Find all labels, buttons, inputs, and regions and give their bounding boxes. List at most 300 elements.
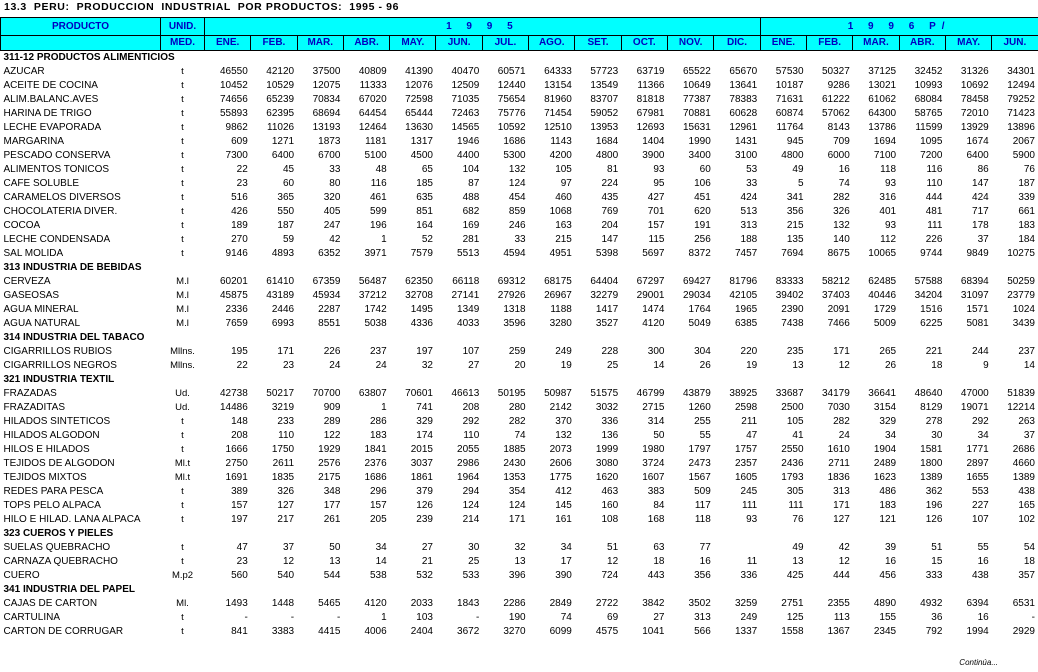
value-cell: 8675 bbox=[827, 248, 850, 259]
value-cell: 47 bbox=[236, 542, 248, 553]
value-cell: 226 bbox=[323, 346, 341, 357]
value-cell: 13 bbox=[792, 360, 804, 371]
table-row bbox=[1, 485, 1038, 499]
section-title: 311-12 PRODUCTOS ALIMENTICIOS bbox=[3, 52, 175, 63]
value-cell: 709 bbox=[833, 136, 850, 147]
value-cell: 121 bbox=[879, 514, 897, 525]
value-cell: 12440 bbox=[497, 80, 526, 91]
value-cell: 55 bbox=[699, 430, 711, 441]
value-cell: 5465 bbox=[318, 598, 341, 609]
section-title: 321 INDUSTRIA TEXTIL bbox=[3, 374, 115, 385]
value-cell: 7457 bbox=[734, 248, 758, 259]
value-cell: 2598 bbox=[734, 402, 758, 413]
value-cell: 12693 bbox=[636, 122, 665, 133]
value-cell: 1836 bbox=[827, 472, 850, 483]
value-cell: 16 bbox=[699, 556, 711, 567]
value-cell: 107 bbox=[462, 346, 480, 357]
value-cell: 553 bbox=[972, 486, 989, 497]
value-cell: 4400 bbox=[457, 150, 480, 161]
value-cell: 126 bbox=[416, 500, 433, 511]
value-cell: 4006 bbox=[364, 626, 387, 637]
value-cell: 42 bbox=[838, 542, 850, 553]
value-cell: 16 bbox=[838, 164, 850, 175]
value-cell: 37125 bbox=[868, 66, 897, 77]
value-cell: 16 bbox=[884, 556, 897, 567]
value-cell: 183 bbox=[370, 430, 387, 441]
value-cell: 4033 bbox=[457, 318, 480, 329]
section-row bbox=[1, 583, 1038, 597]
unit-cell: M.p2 bbox=[171, 570, 194, 581]
value-cell: 5 bbox=[797, 178, 804, 189]
value-cell: 12464 bbox=[358, 122, 387, 133]
value-cell: 42120 bbox=[266, 66, 295, 77]
value-cell: 2355 bbox=[827, 598, 850, 609]
value-cell: 3154 bbox=[873, 402, 897, 413]
value-cell: 1684 bbox=[595, 136, 619, 147]
value-cell: 127 bbox=[277, 500, 295, 511]
value-cell: 12 bbox=[607, 556, 619, 567]
value-cell: 65670 bbox=[729, 66, 758, 77]
value-cell: 135 bbox=[786, 234, 804, 245]
value-cell: 27 bbox=[421, 542, 433, 553]
value-cell: 64333 bbox=[544, 66, 572, 77]
value-cell: 329 bbox=[416, 416, 433, 427]
product-name: AZUCAR bbox=[3, 66, 45, 77]
table-row bbox=[1, 65, 1038, 79]
value-cell: 171 bbox=[833, 500, 850, 511]
value-cell: 599 bbox=[370, 206, 387, 217]
value-cell: 6531 bbox=[1012, 598, 1035, 609]
value-cell: 1904 bbox=[873, 444, 897, 455]
value-cell: 110 bbox=[463, 430, 480, 441]
value-cell: 34 bbox=[977, 430, 989, 441]
value-cell: 2722 bbox=[595, 598, 619, 609]
value-cell: 18 bbox=[653, 556, 665, 567]
value-cell: 4800 bbox=[781, 150, 804, 161]
product-name: ALIMENTOS TONICOS bbox=[3, 164, 110, 175]
value-cell: 1771 bbox=[966, 444, 989, 455]
value-cell: 5038 bbox=[364, 318, 387, 329]
value-cell: 1567 bbox=[688, 472, 711, 483]
value-cell: 1495 bbox=[410, 304, 433, 315]
value-cell: 50 bbox=[653, 430, 665, 441]
value-cell: 7300 bbox=[225, 150, 248, 161]
unit-cell: Ud. bbox=[175, 402, 190, 413]
value-cell: 103 bbox=[416, 612, 433, 623]
value-cell: 426 bbox=[231, 206, 248, 217]
product-name: SUELAS QUEBRACHO bbox=[3, 542, 111, 553]
value-cell: 57062 bbox=[822, 108, 850, 119]
value-cell: 60571 bbox=[497, 66, 526, 77]
product-name: AGUA NATURAL bbox=[3, 318, 80, 329]
value-cell: 18 bbox=[931, 360, 943, 371]
value-cell: 516 bbox=[231, 192, 248, 203]
value-cell: 16 bbox=[977, 556, 989, 567]
value-cell: 9146 bbox=[225, 248, 248, 259]
value-cell: 51 bbox=[931, 542, 943, 553]
value-cell: 188 bbox=[740, 234, 758, 245]
value-cell: 6000 bbox=[827, 150, 850, 161]
value-cell: 65522 bbox=[682, 66, 711, 77]
value-cell: 435 bbox=[601, 192, 619, 203]
value-cell: 3037 bbox=[410, 458, 433, 469]
value-cell: 95 bbox=[653, 178, 665, 189]
value-cell: 3270 bbox=[503, 626, 526, 637]
value-cell: 14 bbox=[375, 556, 387, 567]
value-cell: 68175 bbox=[544, 276, 572, 287]
value-cell: 4120 bbox=[642, 318, 665, 329]
value-cell: 110 bbox=[926, 178, 943, 189]
month-header-1995: SET. bbox=[575, 36, 621, 51]
month-header-1996: MAY. bbox=[945, 36, 991, 51]
value-cell: 32452 bbox=[914, 66, 943, 77]
value-cell: 34204 bbox=[914, 290, 943, 301]
value-cell: 178 bbox=[972, 220, 989, 231]
product-name: CARNAZA QUEBRACHO bbox=[3, 556, 118, 567]
value-cell: 305 bbox=[786, 486, 804, 497]
value-cell: 1041 bbox=[642, 626, 665, 637]
value-cell: 27 bbox=[653, 612, 665, 623]
value-cell: 111 bbox=[927, 220, 943, 231]
month-header-1996: FEB. bbox=[807, 36, 853, 51]
month-header-1995: FEB. bbox=[251, 36, 297, 51]
value-cell: 1317 bbox=[410, 136, 433, 147]
value-cell: 227 bbox=[972, 500, 989, 511]
value-cell: 3596 bbox=[503, 318, 526, 329]
value-cell: 59 bbox=[282, 234, 295, 245]
value-cell: 1620 bbox=[595, 472, 619, 483]
value-cell: 4951 bbox=[549, 248, 572, 259]
product-name: FRAZADAS bbox=[3, 388, 57, 399]
value-cell: 2067 bbox=[1012, 136, 1035, 147]
section-row bbox=[1, 51, 1038, 66]
value-cell: 217 bbox=[277, 514, 295, 525]
value-cell: 1793 bbox=[781, 472, 804, 483]
value-cell: 124 bbox=[462, 500, 480, 511]
value-cell: 197 bbox=[231, 514, 248, 525]
value-cell: 183 bbox=[1018, 220, 1035, 231]
value-cell: 336 bbox=[601, 416, 619, 427]
value-cell: 10452 bbox=[219, 80, 248, 91]
value-cell: 45 bbox=[282, 164, 295, 175]
value-cell: 5300 bbox=[503, 150, 526, 161]
value-cell: 560 bbox=[231, 570, 248, 581]
value-cell: 74 bbox=[560, 612, 572, 623]
month-header-1995: ENE. bbox=[205, 36, 251, 51]
value-cell: 336 bbox=[740, 570, 758, 581]
value-cell: 51839 bbox=[1007, 388, 1035, 399]
value-cell: 841 bbox=[231, 626, 248, 637]
value-cell: 57723 bbox=[590, 66, 619, 77]
section-title: 313 INDUSTRIA DE BEBIDAS bbox=[3, 262, 142, 273]
unit-cell: Mllns. bbox=[170, 346, 195, 357]
product-name: CIGARRILLOS RUBIOS bbox=[3, 346, 112, 357]
table-row bbox=[1, 625, 1038, 639]
value-cell: 72463 bbox=[451, 108, 480, 119]
value-cell: 12961 bbox=[729, 122, 758, 133]
value-cell: 60201 bbox=[219, 276, 248, 287]
value-cell: 70601 bbox=[405, 388, 433, 399]
value-cell: 6700 bbox=[318, 150, 341, 161]
product-name: CARTULINA bbox=[3, 612, 60, 623]
value-cell: 1389 bbox=[1012, 472, 1035, 483]
value-cell: 164 bbox=[416, 220, 433, 231]
product-name: LECHE CONDENSADA bbox=[3, 234, 111, 245]
value-cell: 2611 bbox=[272, 458, 295, 469]
value-cell: 1946 bbox=[457, 136, 480, 147]
value-cell: 70881 bbox=[682, 108, 711, 119]
value-cell: 157 bbox=[370, 500, 387, 511]
value-cell: 1729 bbox=[873, 304, 897, 315]
value-cell: 52 bbox=[421, 234, 433, 245]
value-cell: 1835 bbox=[271, 472, 295, 483]
unit-cell: Ml.t bbox=[174, 458, 191, 469]
value-cell: 140 bbox=[833, 234, 850, 245]
month-header-1995: JUL. bbox=[482, 36, 528, 51]
value-cell: 13 bbox=[514, 556, 526, 567]
table-row bbox=[1, 135, 1038, 149]
value-cell: 1349 bbox=[457, 304, 480, 315]
value-cell: 23 bbox=[236, 178, 248, 189]
value-cell: 286 bbox=[370, 416, 387, 427]
value-cell: 34 bbox=[560, 542, 572, 553]
value-cell: 2849 bbox=[549, 598, 572, 609]
value-cell: 79252 bbox=[1007, 94, 1035, 105]
section-title: 341 INDUSTRIA DEL PAPEL bbox=[3, 584, 136, 595]
value-cell: 1800 bbox=[920, 458, 943, 469]
value-cell: 5100 bbox=[364, 150, 387, 161]
value-cell: 33687 bbox=[775, 388, 804, 399]
value-cell: 544 bbox=[323, 570, 341, 581]
value-cell: 93 bbox=[884, 220, 897, 231]
unit-cell: t bbox=[181, 430, 184, 441]
value-cell: 8551 bbox=[318, 318, 341, 329]
value-cell: 116 bbox=[370, 178, 387, 189]
value-cell: 8143 bbox=[827, 122, 850, 133]
value-cell: 1143 bbox=[550, 136, 572, 147]
value-cell: 33 bbox=[746, 178, 758, 189]
unit-cell: t bbox=[181, 248, 184, 259]
value-cell: 620 bbox=[694, 206, 711, 217]
value-cell: 2550 bbox=[781, 444, 804, 455]
unit-cell: Mllns. bbox=[170, 360, 195, 371]
unit-cell: t bbox=[181, 234, 184, 245]
value-cell: 117 bbox=[694, 500, 711, 511]
section-title: 314 INDUSTRIA DEL TABACO bbox=[3, 332, 145, 343]
value-cell: 389 bbox=[231, 486, 248, 497]
unit-cell: t bbox=[181, 500, 184, 511]
value-cell: 1797 bbox=[688, 444, 711, 455]
value-cell: 81 bbox=[607, 164, 619, 175]
value-cell: 424 bbox=[740, 192, 758, 203]
value-cell: 17 bbox=[560, 556, 572, 567]
value-cell: 6099 bbox=[549, 626, 572, 637]
table-row bbox=[1, 569, 1038, 583]
value-cell: 481 bbox=[925, 206, 943, 217]
value-cell: 444 bbox=[925, 192, 943, 203]
value-cell: 205 bbox=[370, 514, 387, 525]
value-cell: 354 bbox=[508, 486, 526, 497]
value-cell: 40446 bbox=[868, 290, 897, 301]
value-cell: 2436 bbox=[781, 458, 804, 469]
value-cell: 62485 bbox=[868, 276, 897, 287]
value-cell: 32279 bbox=[590, 290, 619, 301]
value-cell: 9744 bbox=[920, 248, 943, 259]
table-row bbox=[1, 513, 1038, 527]
value-cell: 12 bbox=[282, 556, 295, 567]
value-cell: 29001 bbox=[636, 290, 665, 301]
value-cell: 174 bbox=[416, 430, 433, 441]
value-cell: 314 bbox=[647, 416, 665, 427]
unit-cell: t bbox=[181, 150, 184, 161]
value-cell: 2142 bbox=[549, 402, 572, 413]
value-cell: 438 bbox=[972, 570, 989, 581]
value-cell: 443 bbox=[647, 570, 665, 581]
value-cell: 1885 bbox=[503, 444, 526, 455]
value-cell: 249 bbox=[740, 612, 758, 623]
unit-cell: M.l bbox=[176, 276, 189, 287]
value-cell: 1558 bbox=[781, 626, 804, 637]
product-name: SAL MOLIDA bbox=[3, 248, 64, 259]
section-row bbox=[1, 527, 1038, 541]
value-cell: 37 bbox=[1023, 430, 1035, 441]
value-cell: 157 bbox=[647, 220, 665, 231]
value-cell: 6352 bbox=[318, 248, 341, 259]
value-cell: 333 bbox=[925, 570, 943, 581]
month-header-1996: JUN. bbox=[992, 36, 1038, 51]
value-cell: 10993 bbox=[914, 80, 943, 91]
value-cell: 22 bbox=[236, 164, 248, 175]
value-cell: 49 bbox=[792, 164, 804, 175]
value-cell: 292 bbox=[462, 416, 480, 427]
value-cell: 83707 bbox=[590, 94, 619, 105]
value-cell: 93 bbox=[884, 178, 897, 189]
value-cell: 1448 bbox=[271, 598, 295, 609]
value-cell: 36641 bbox=[868, 388, 897, 399]
value-cell: 63 bbox=[653, 542, 665, 553]
value-cell: 147 bbox=[601, 234, 619, 245]
value-cell: 208 bbox=[231, 430, 248, 441]
value-cell: 1404 bbox=[642, 136, 665, 147]
value-cell: 3672 bbox=[457, 626, 480, 637]
product-name: CARAMELOS DIVERSOS bbox=[3, 192, 121, 203]
value-cell: 4893 bbox=[271, 248, 295, 259]
header-product: PRODUCTO bbox=[1, 18, 161, 36]
value-cell: 6993 bbox=[271, 318, 295, 329]
value-cell: 851 bbox=[416, 206, 433, 217]
value-cell: 110 bbox=[278, 430, 295, 441]
value-cell: 165 bbox=[1018, 500, 1035, 511]
value-cell: 4336 bbox=[410, 318, 433, 329]
table-row bbox=[1, 429, 1038, 443]
value-cell: 2500 bbox=[781, 402, 804, 413]
value-cell: 8372 bbox=[688, 248, 711, 259]
table-row bbox=[1, 177, 1038, 191]
value-cell: 1994 bbox=[966, 626, 989, 637]
month-header-1996: MAR. bbox=[853, 36, 899, 51]
table-row bbox=[1, 555, 1038, 569]
value-cell: 70700 bbox=[312, 388, 341, 399]
value-cell: 191 bbox=[694, 220, 711, 231]
value-cell: 1757 bbox=[734, 444, 758, 455]
value-cell: 425 bbox=[786, 570, 804, 581]
value-cell: 635 bbox=[416, 192, 433, 203]
value-cell: 60874 bbox=[775, 108, 804, 119]
month-header-1996: ABR. bbox=[899, 36, 945, 51]
table-row bbox=[1, 317, 1038, 331]
value-cell: 104 bbox=[462, 164, 480, 175]
value-cell: 13641 bbox=[729, 80, 758, 91]
value-cell: 1581 bbox=[920, 444, 943, 455]
unit-cell: t bbox=[181, 108, 184, 119]
value-cell: 12509 bbox=[451, 80, 480, 91]
value-cell: 13929 bbox=[960, 122, 989, 133]
unit-cell: M.l bbox=[176, 290, 189, 301]
value-cell: 13 bbox=[329, 556, 341, 567]
value-cell: 46799 bbox=[636, 388, 665, 399]
value-cell: 239 bbox=[416, 514, 433, 525]
value-cell: 132 bbox=[833, 220, 850, 231]
value-cell: 1750 bbox=[271, 444, 295, 455]
value-cell: 356 bbox=[786, 206, 804, 217]
value-cell: 93 bbox=[653, 164, 665, 175]
value-cell: 118 bbox=[880, 164, 897, 175]
value-cell: 5081 bbox=[966, 318, 989, 329]
unit-cell: t bbox=[181, 136, 184, 147]
value-cell: 69 bbox=[607, 612, 619, 623]
section-row bbox=[1, 261, 1038, 275]
month-header-1996: ENE. bbox=[760, 36, 806, 51]
value-cell: 717 bbox=[972, 206, 989, 217]
value-cell: 282 bbox=[833, 416, 850, 427]
value-cell: 68084 bbox=[914, 94, 943, 105]
value-cell: 461 bbox=[370, 192, 387, 203]
value-cell: 509 bbox=[694, 486, 711, 497]
table-row bbox=[1, 275, 1038, 289]
unit-cell: Ml. bbox=[176, 598, 189, 609]
value-cell: 37500 bbox=[312, 66, 341, 77]
value-cell: 256 bbox=[694, 234, 711, 245]
value-cell: 2715 bbox=[642, 402, 665, 413]
table-row bbox=[1, 107, 1038, 121]
value-cell: 3400 bbox=[688, 150, 711, 161]
value-cell: 7659 bbox=[225, 318, 248, 329]
value-cell: 111 bbox=[788, 500, 804, 511]
value-cell: 42738 bbox=[219, 388, 248, 399]
value-cell: 168 bbox=[647, 514, 665, 525]
value-cell: 1666 bbox=[225, 444, 248, 455]
value-cell: 40470 bbox=[451, 66, 480, 77]
value-cell: 112 bbox=[880, 234, 897, 245]
value-cell: 362 bbox=[925, 486, 943, 497]
value-cell: 14 bbox=[653, 360, 665, 371]
value-cell: 97 bbox=[560, 178, 572, 189]
value-cell: 105 bbox=[786, 416, 804, 427]
value-cell: 2751 bbox=[781, 598, 804, 609]
product-name: PESCADO CONSERVA bbox=[3, 150, 111, 161]
value-cell: 289 bbox=[323, 416, 341, 427]
value-cell: 2287 bbox=[318, 304, 341, 315]
value-cell: 11599 bbox=[915, 122, 943, 133]
product-name: TEJIDOS MIXTOS bbox=[3, 472, 87, 483]
value-cell: 6385 bbox=[734, 318, 758, 329]
value-cell: 1655 bbox=[966, 472, 989, 483]
value-cell: 33 bbox=[329, 164, 341, 175]
value-cell: 1694 bbox=[873, 136, 897, 147]
value-cell: 10065 bbox=[868, 248, 897, 259]
value-cell: 9862 bbox=[225, 122, 248, 133]
value-cell: 19 bbox=[746, 360, 758, 371]
